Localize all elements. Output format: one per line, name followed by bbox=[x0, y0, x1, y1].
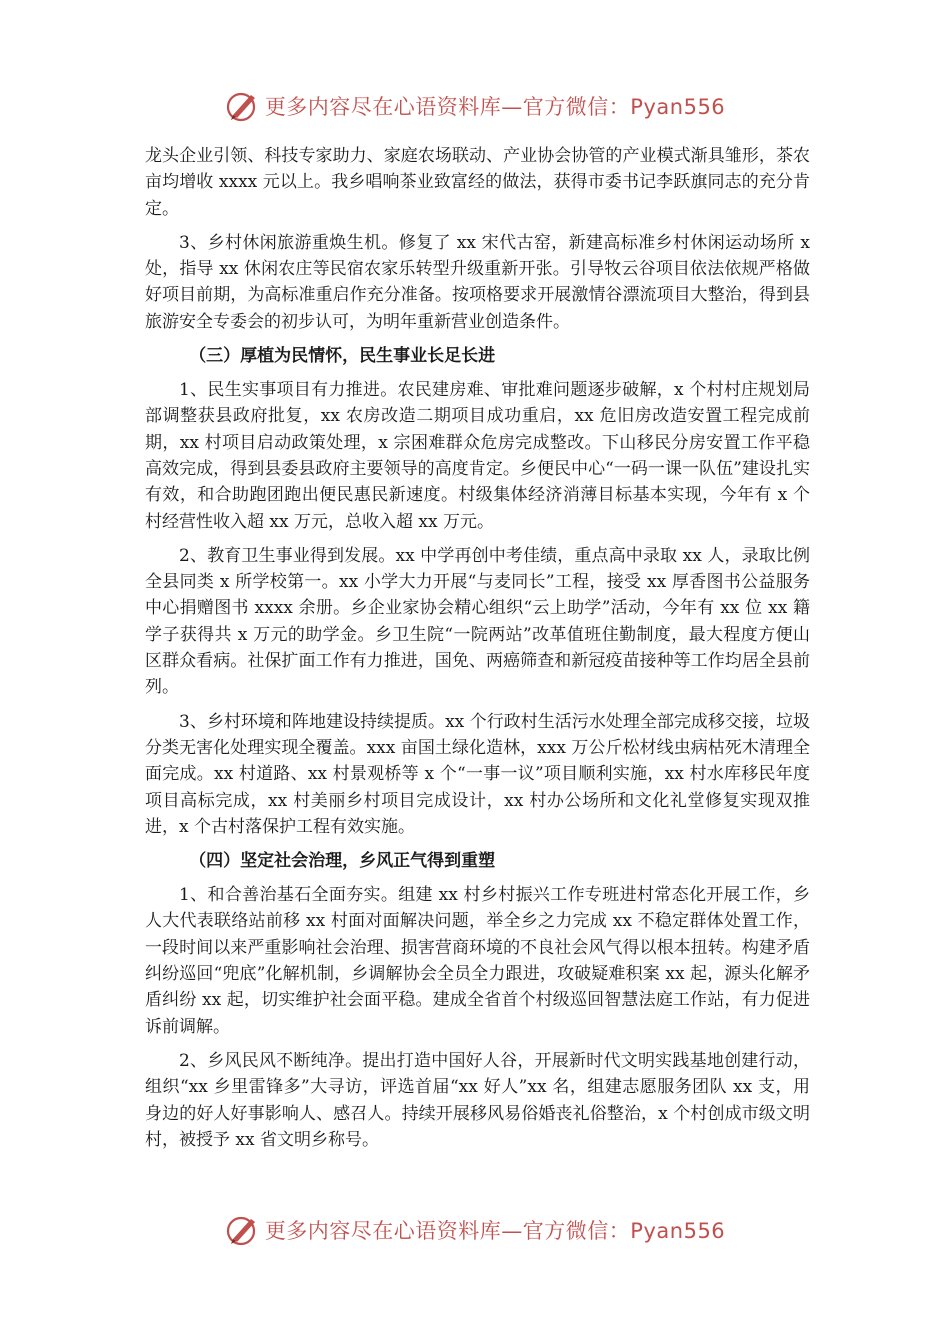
section-heading: （四）坚定社会治理，乡风正气得到重塑 bbox=[189, 851, 496, 872]
body-paragraph: 3、乡村环境和阵地建设持续提质。xx 个行政村生活污水处理全部完成移交接，垃圾分类无害化处理实现全覆盖。xxx 亩国土绿化造林，xxx 万公斤松材线虫病枯死木清理全面完成。xx 村道路、xx 村景观桥等 x 个“一事一议”项目顺利实施，xx 村水库移民年度项目高标完成，xx 村美丽乡村项目完成设计，xx 村办公场所和文化礼堂修复实现双推进，x 个古村落保护工程有效实施。 bbox=[145, 711, 810, 837]
body-paragraph: 1、民生实事项目有力推进。农民建房难、审批难问题逐步破解，x 个村村庄规划局部调整获县政府批复，xx 农房改造二期项目成功重启，xx 危旧房改造安置工程完成前期，xx 村项目启动政策处理，x 宗困难群众危房完成整改。下山移民分房安置工作平稳高效完成，得到县委县政府主要领导的高度肯定。乡便民中心“一码一课一队伍”建设扎实有效，和合助跑团跑出便民惠民新速度。村级集体经济消薄目标基本实现，今年有 x 个村经营性收入超 xx 万元，总收入超 xx 万元。 bbox=[145, 380, 810, 532]
section-heading: （三）厚植为民情怀，民生事业长足长进 bbox=[189, 346, 496, 367]
document-body bbox=[145, 143, 810, 1161]
body-paragraph: 2、教育卫生事业得到发展。xx 中学再创中考佳绩，重点高中录取 xx 人，录取比例全县同类 x 所学校第一。xx 小学大力开展“与麦同长”工程，接受 xx 厚香图书公益服务中心捐赠图书 xxxx 余册。乡企业家协会精心组织“云上助学”活动，今年有 xx 位 xx 籍学子获得共 x 万元的助学金。乡卫生院“一院两站”改革值班住勤制度，最大程度方便山区群众看病。社保扩面工作有力推进，国免、两癌筛查和新冠疫苗接种等工作均居全县前列。 bbox=[145, 545, 810, 698]
body-paragraph: 3、乡村休闲旅游重焕生机。修复了 xx 宋代古窑，新建高标准乡村休闲运动场所 x 处，指导 xx 休闲农庄等民宿农家乐转型升级重新开张。引导牧云谷项目依法依规严格做好项目前期，为高标准重启作充分准备。按项格要求开展激情谷漂流项目大整治，得到县旅游安全专委会的初步认可，为明年重新营业创造条件。 bbox=[145, 232, 810, 332]
body-paragraph: 龙头企业引领、科技专家助力、家庭农场联动、产业协会协管的产业模式渐具雏形，茶农亩均增收 xxxx 元以上。我乡唱响茶业致富经的做法，获得市委书记李跃旗同志的充分肯定。 bbox=[145, 146, 810, 219]
footer-banner bbox=[0, 1210, 950, 1250]
body-paragraph: 1、和合善治基石全面夯实。组建 xx 村乡村振兴工作专班进村常态化开展工作，乡人大代表联络站前移 xx 村面对面解决问题，举全乡之力完成 xx 不稳定群体处置工作，一段时间以来严重影响社会治理、损害营商环境的不良社会风气得以根本扭转。构建矛盾纠纷巡回“兜底”化解机制，乡调解协会全员全力跟进，攻破疑难积案 xx 起，源头化解矛盾纠纷 xx 起，切实维护社会面平稳。建成全省首个村级巡回智慧法庭工作站，有力促进诉前调解。 bbox=[145, 885, 810, 1037]
body-paragraph: 2、乡风民风不断纯净。提出打造中国好人谷，开展新时代文明实践基地创建行动，组织“xx 乡里雷锋多”大寻访，评选首届“xx 好人”xx 名，组建志愿服务团队 xx 支，用身边的好人好事影响人、感召人。持续开展移风易俗婚丧礼俗整治，x 个村创成市级文明村，被授予 xx 省文明乡称号。 bbox=[145, 1050, 810, 1150]
pen-logo-icon bbox=[225, 88, 261, 124]
banner-text: 更多内容尽在心语资料库—官方微信：Pyan556 bbox=[264, 95, 726, 119]
header-banner bbox=[0, 86, 950, 126]
banner-text: 更多内容尽在心语资料库—官方微信：Pyan556 bbox=[264, 1219, 726, 1243]
pen-logo-icon bbox=[225, 1212, 261, 1248]
